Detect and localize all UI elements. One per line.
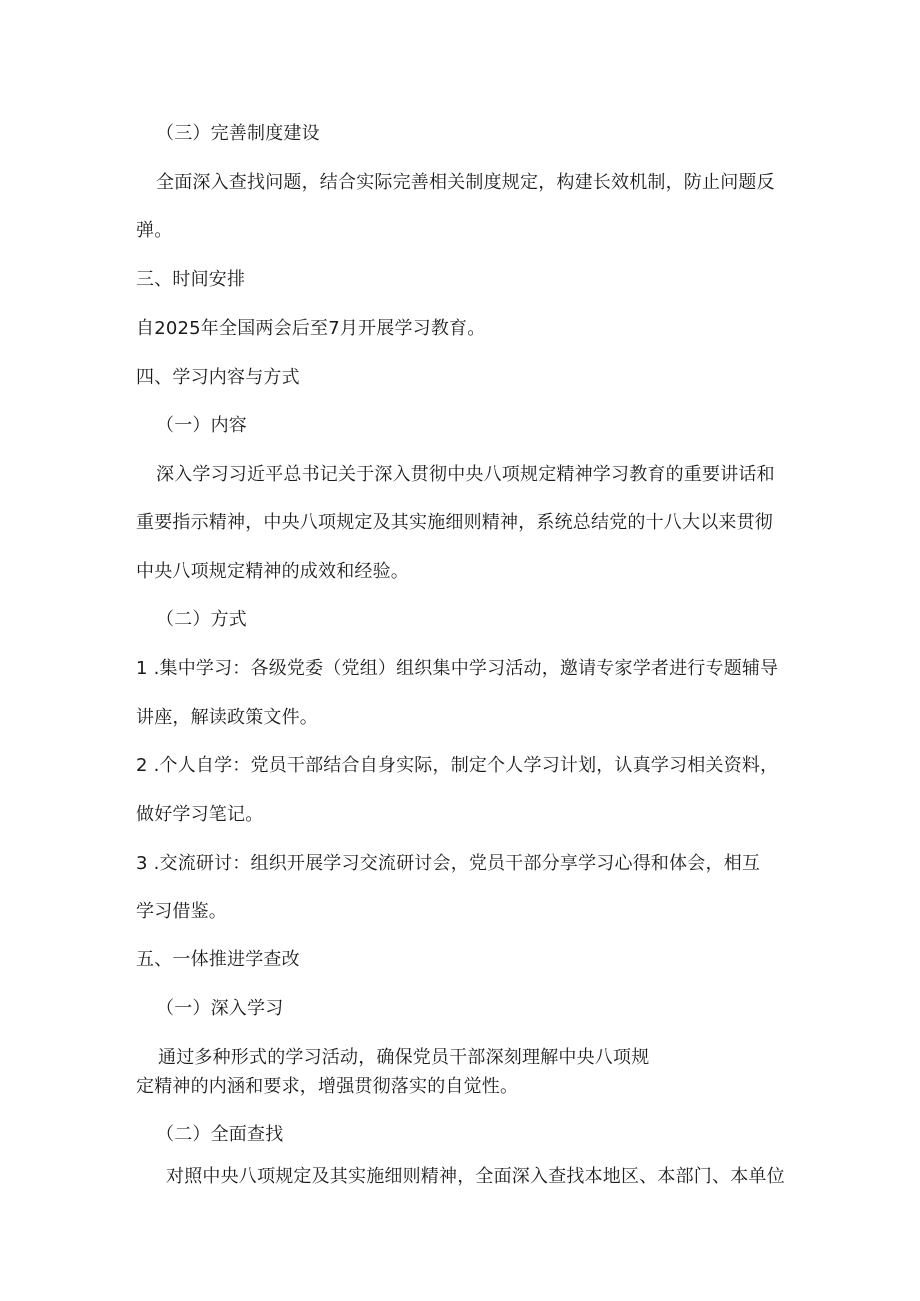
paragraph-line: 深入学习习近平总书记关于深入贯彻中央八项规定精神学习教育的重要讲话和 (156, 464, 775, 485)
subheading-methods: （二）方式 (156, 609, 247, 630)
paragraph-line: 对照中央八项规定及其实施细则精神，全面深入查找本地区、本部门、本单位 (166, 1166, 785, 1187)
paragraph-line: 中央八项规定精神的成效和经验。 (136, 561, 409, 582)
paragraph-line: 讲座，解读政策文件。 (136, 707, 318, 728)
subheading-improve-system: （三）完善制度建设 (156, 123, 320, 144)
list-item-2: 2 .个人自学：党员干部结合自身实际，制定个人学习计划，认真学习相关资料， (136, 755, 779, 776)
paragraph-line: 学习借鉴。 (136, 901, 227, 922)
paragraph-line: 重要指示精神，中央八项规定及其实施细则精神，系统总结党的十八大以来贯彻 (136, 512, 773, 533)
paragraph-line: 通过多种形式的学习活动，确保党员干部深刻理解中央八项规 (158, 1047, 650, 1068)
subheading-comprehensive-search: （二）全面查找 (156, 1124, 284, 1145)
subheading-in-depth-study: （一）深入学习 (156, 998, 284, 1019)
heading-study-content: 四、学习内容与方式 (136, 367, 300, 388)
subheading-content: （一）内容 (156, 415, 247, 436)
paragraph-line: 弹。 (136, 220, 173, 241)
heading-integrated-advance: 五、一体推进学查改 (136, 949, 300, 970)
paragraph-line: 全面深入查找问题，结合实际完善相关制度规定，构建长效机制，防止问题反 (156, 172, 775, 193)
paragraph-line: 定精神的内涵和要求，增强贯彻落实的自觉性。 (136, 1076, 519, 1097)
paragraph-line: 自2025年全国两会后至7月开展学习教育。 (136, 318, 486, 339)
paragraph-line: 做好学习笔记。 (136, 804, 264, 825)
list-item-1: 1 .集中学习：各级党委（党组）组织集中学习活动，邀请专家学者进行专题辅导 (136, 658, 779, 679)
heading-time-schedule: 三、时间安排 (136, 269, 246, 290)
list-item-3: 3 .交流研讨：组织开展学习交流研讨会，党员干部分享学习心得和体会，相互 (136, 853, 761, 874)
